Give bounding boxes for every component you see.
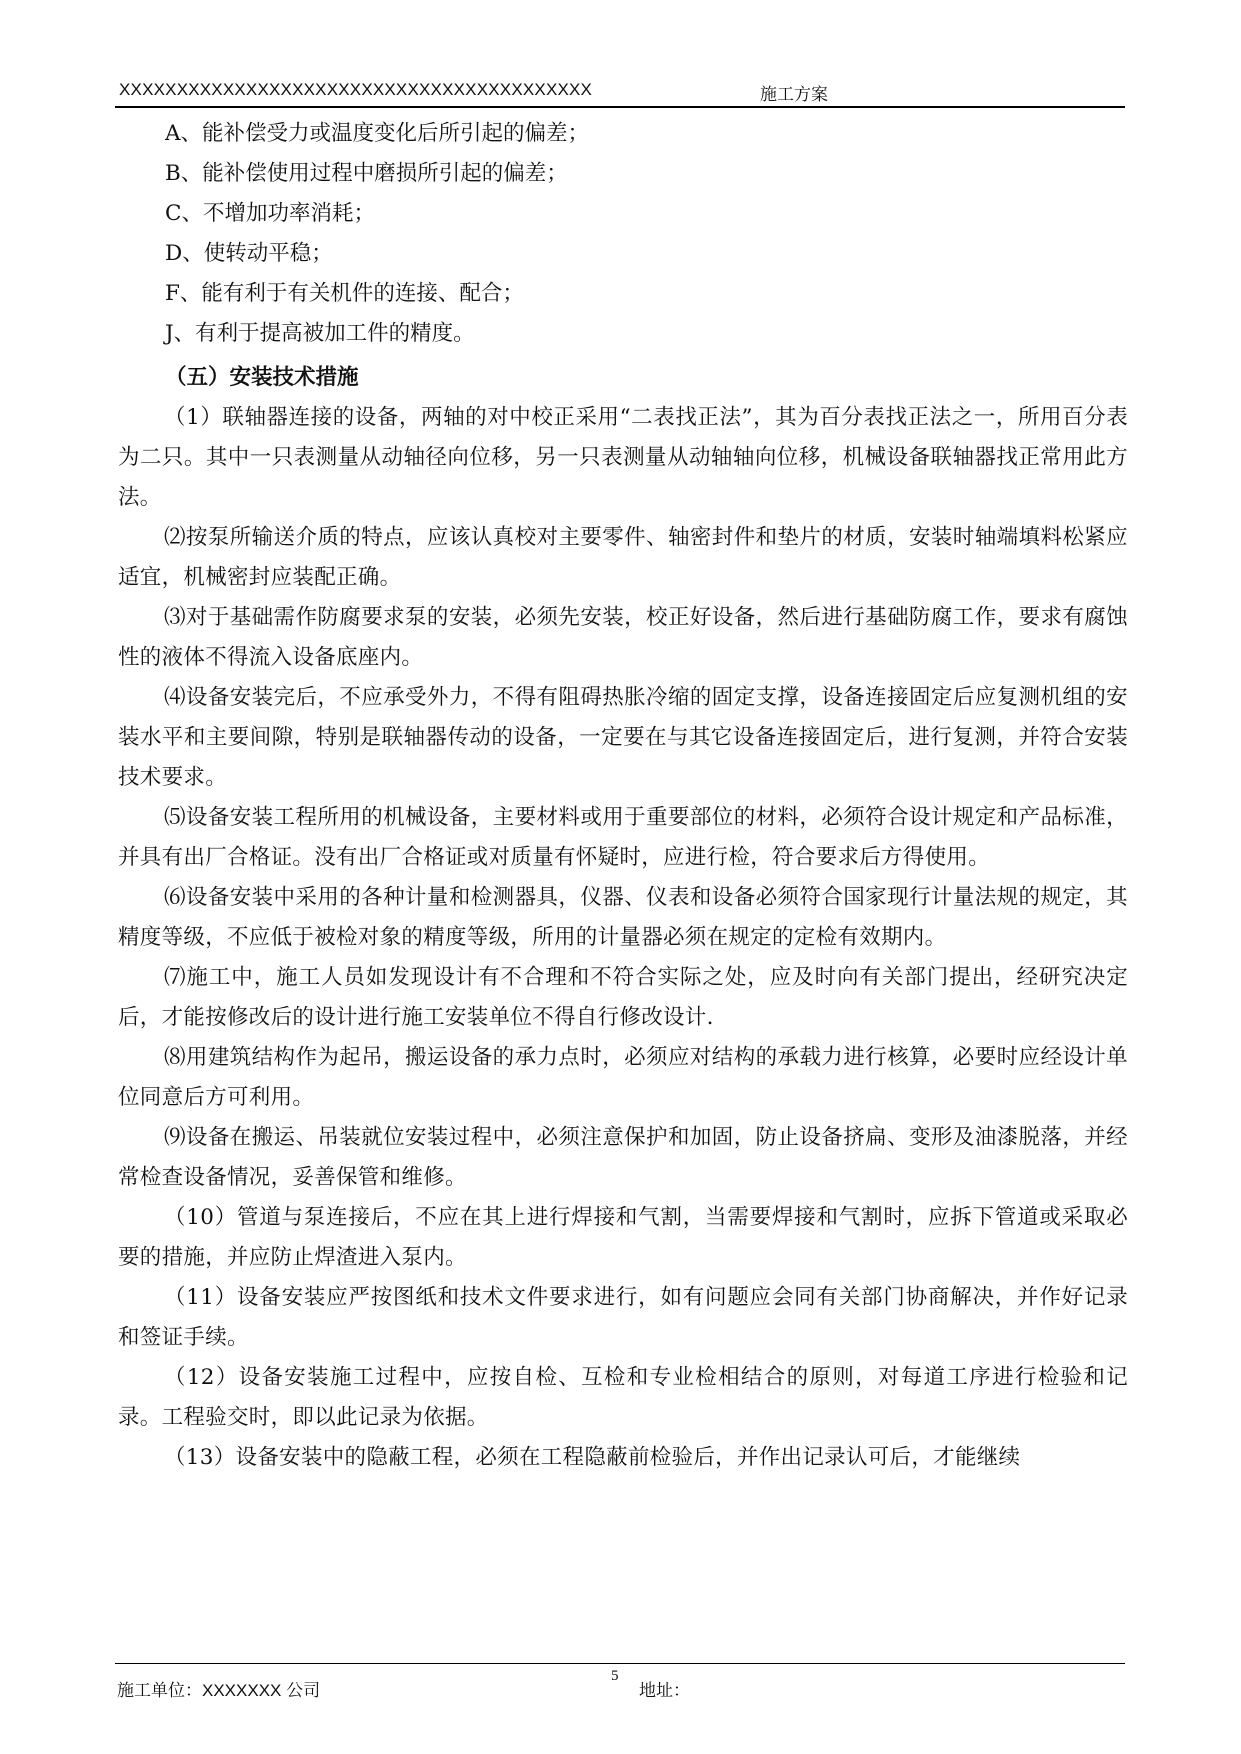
list-item: J、有利于提高被加工件的精度。 xyxy=(165,321,475,346)
header-doc-title: 施工方案 xyxy=(760,85,828,104)
paragraph: ⑷设备安装完后，不应承受外力，不得有阻碍热胀冷缩的固定支撑，设备连接固定后应复测机组的安装水平和主要间隙，特别是联轴器传动的设备，一定要在与其它设备连接固定后，进行复测，并符合安装技术要求。 xyxy=(118,685,1128,790)
paragraph: （1）联轴器连接的设备，两轴的对中校正采用“二表找正法”，其为百分表找正法之一，所用百分表为二只。其中一只表测量从动轴径向位移，另一只表测量从动轴轴向位移，机械设备联轴器找正常用此方法。 xyxy=(118,405,1128,510)
document-body xyxy=(118,114,1128,1478)
paragraph: （13）设备安装中的隐蔽工程，必须在工程隐蔽前检验后，并作出记录认可后，才能继续 xyxy=(164,1445,1021,1470)
list-item: D、使转动平稳； xyxy=(165,241,333,266)
header-project-name: XXXXXXXXXXXXXXXXXXXXXXXXXXXXXXXXXXXXXXXXX xyxy=(119,80,593,99)
list-item: F、能有利于有关机件的连接、配合； xyxy=(165,281,524,306)
paragraph: ⑸设备安装工程所用的机械设备，主要材料或用于重要部位的材料，必须符合设计规定和产品标准，并具有出厂合格证。没有出厂合格证或对质量有怀疑时，应进行检，符合要求后方得使用。 xyxy=(118,805,1128,870)
list-item: A、能补偿受力或温度变化后所引起的偏差； xyxy=(165,121,590,146)
section-title: （五）安装技术措施 xyxy=(165,365,359,390)
page-footer xyxy=(115,1663,1125,1704)
paragraph: ⑵按泵所输送介质的特点，应该认真校对主要零件、轴密封件和垫片的材质，安装时轴端填料松紧应适宜，机械密封应装配正确。 xyxy=(118,525,1128,590)
paragraph: （11）设备安装应严按图纸和技术文件要求进行，如有问题应会同有关部门协商解决，并作好记录和签证手续。 xyxy=(118,1285,1128,1350)
page-header xyxy=(115,72,1125,108)
paragraph: ⑺施工中，施工人员如发现设计有不合理和不符合实际之处，应及时向有关部门提出，经研究决定后，才能按修改后的设计进行施工安装单位不得自行修改设计. xyxy=(118,965,1128,1030)
paragraph: （12）设备安装施工过程中，应按自检、互检和专业检相结合的原则，对每道工序进行检验和记录。工程验交时，即以此记录为依据。 xyxy=(118,1365,1128,1430)
list-item: C、不增加功率消耗； xyxy=(165,201,375,226)
paragraph: ⑶对于基础需作防腐要求泵的安装，必须先安装，校正好设备，然后进行基础防腐工作，要求有腐蚀性的液体不得流入设备底座内。 xyxy=(118,605,1128,670)
paragraph: （10）管道与泵连接后，不应在其上进行焊接和气割，当需要焊接和气割时，应拆下管道或采取必要的措施，并应防止焊渣进入泵内。 xyxy=(118,1205,1128,1270)
footer-address: 地址： xyxy=(639,1681,690,1700)
page-number: 5 xyxy=(611,1668,619,1684)
paragraph: ⑹设备安装中采用的各种计量和检测器具，仪器、仪表和设备必须符合国家现行计量法规的规定，其精度等级，不应低于被检对象的精度等级，所用的计量器必须在规定的定检有效期内。 xyxy=(118,885,1128,950)
paragraph: ⑻用建筑结构作为起吊，搬运设备的承力点时，必须应对结构的承载力进行核算，必要时应经设计单位同意后方可利用。 xyxy=(118,1045,1128,1110)
footer-construction-unit: 施工单位：XXXXXXX 公司 xyxy=(117,1681,321,1700)
paragraph: ⑼设备在搬运、吊装就位安装过程中，必须注意保护和加固，防止设备挤扁、变形及油漆脱落，并经常检查设备情况，妥善保管和维修。 xyxy=(118,1125,1128,1190)
list-item: B、能补偿使用过程中磨损所引起的偏差； xyxy=(165,161,568,186)
